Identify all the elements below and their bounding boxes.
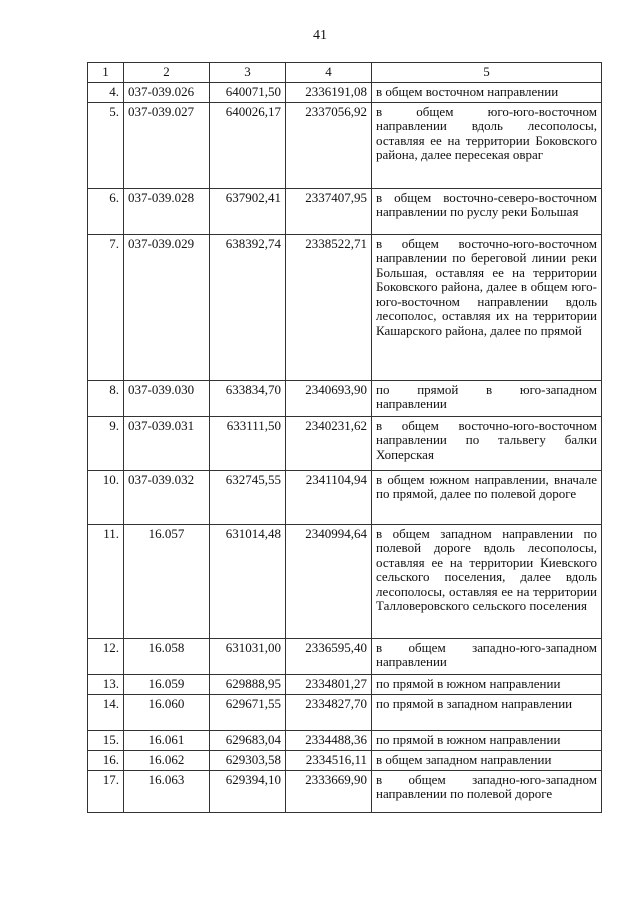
row-number: 6. bbox=[88, 188, 124, 234]
boundary-description: в общем юго-юго-восточном направлении вдоль лесополосы, оставляя ее на территории Боковского района, далее пересекая овраг bbox=[372, 102, 602, 188]
boundary-description: в общем западном направлении по полевой дороге вдоль лесополосы, оставляя ее на территории Киевского сельского поселения, далее вдоль лесополосы, оставляя ее на территории Талловеровского сельского поселения bbox=[372, 524, 602, 638]
y-coordinate: 2340231,62 bbox=[286, 416, 372, 470]
row-number: 17. bbox=[88, 770, 124, 812]
header-col-3: 3 bbox=[210, 63, 286, 83]
x-coordinate: 629394,10 bbox=[210, 770, 286, 812]
row-number: 8. bbox=[88, 380, 124, 416]
table-row bbox=[88, 82, 602, 102]
x-coordinate: 640026,17 bbox=[210, 102, 286, 188]
point-code: 16.057 bbox=[124, 524, 210, 638]
boundary-description: в общем южном направлении, вначале по прямой, далее по полевой дороге bbox=[372, 470, 602, 524]
boundary-description: по прямой в южном направлении bbox=[372, 730, 602, 750]
y-coordinate: 2334801,27 bbox=[286, 674, 372, 694]
x-coordinate: 633111,50 bbox=[210, 416, 286, 470]
table-row bbox=[88, 674, 602, 694]
point-code: 037-039.028 bbox=[124, 188, 210, 234]
table-row bbox=[88, 524, 602, 638]
table-row bbox=[88, 770, 602, 812]
row-number: 13. bbox=[88, 674, 124, 694]
point-code: 16.062 bbox=[124, 750, 210, 770]
row-number: 10. bbox=[88, 470, 124, 524]
table-row bbox=[88, 234, 602, 380]
header-col-4: 4 bbox=[286, 63, 372, 83]
boundary-description: в общем восточно-юго-восточном направлении по тальвегу балки Хоперская bbox=[372, 416, 602, 470]
y-coordinate: 2336191,08 bbox=[286, 82, 372, 102]
table-row bbox=[88, 638, 602, 674]
header-col-5: 5 bbox=[372, 63, 602, 83]
table-row bbox=[88, 188, 602, 234]
x-coordinate: 629888,95 bbox=[210, 674, 286, 694]
y-coordinate: 2334488,36 bbox=[286, 730, 372, 750]
boundary-description: в общем западно-юго-западном направлении по полевой дороге bbox=[372, 770, 602, 812]
point-code: 16.059 bbox=[124, 674, 210, 694]
x-coordinate: 637902,41 bbox=[210, 188, 286, 234]
table-row bbox=[88, 102, 602, 188]
boundary-points-table bbox=[87, 62, 602, 813]
row-number: 14. bbox=[88, 694, 124, 730]
boundary-description: в общем восточном направлении bbox=[372, 82, 602, 102]
point-code: 037-039.032 bbox=[124, 470, 210, 524]
x-coordinate: 640071,50 bbox=[210, 82, 286, 102]
boundary-description: в общем восточно-юго-восточном направлении по береговой линии реки Большая, оставляя ее на территории Боковского района, далее в общем юго-юго-восточном направлении вдоль лесополос, оставляя их на территории Кашарского района, далее по прямой bbox=[372, 234, 602, 380]
row-number: 11. bbox=[88, 524, 124, 638]
row-number: 15. bbox=[88, 730, 124, 750]
y-coordinate: 2340693,90 bbox=[286, 380, 372, 416]
row-number: 5. bbox=[88, 102, 124, 188]
x-coordinate: 629303,58 bbox=[210, 750, 286, 770]
x-coordinate: 633834,70 bbox=[210, 380, 286, 416]
x-coordinate: 629671,55 bbox=[210, 694, 286, 730]
table-row bbox=[88, 750, 602, 770]
row-number: 4. bbox=[88, 82, 124, 102]
table-row bbox=[88, 730, 602, 750]
point-code: 16.063 bbox=[124, 770, 210, 812]
table-header-row bbox=[88, 63, 602, 83]
point-code: 037-039.031 bbox=[124, 416, 210, 470]
y-coordinate: 2333669,90 bbox=[286, 770, 372, 812]
boundary-description: по прямой в юго-западном направлении bbox=[372, 380, 602, 416]
boundary-description: в общем западно-юго-западном направлении bbox=[372, 638, 602, 674]
x-coordinate: 631014,48 bbox=[210, 524, 286, 638]
x-coordinate: 631031,00 bbox=[210, 638, 286, 674]
x-coordinate: 629683,04 bbox=[210, 730, 286, 750]
boundary-description: в общем западном направлении bbox=[372, 750, 602, 770]
point-code: 037-039.027 bbox=[124, 102, 210, 188]
point-code: 16.060 bbox=[124, 694, 210, 730]
boundary-description: по прямой в западном направлении bbox=[372, 694, 602, 730]
header-col-2: 2 bbox=[124, 63, 210, 83]
page-number: 41 bbox=[313, 28, 327, 43]
point-code: 16.058 bbox=[124, 638, 210, 674]
header-col-1: 1 bbox=[88, 63, 124, 83]
y-coordinate: 2338522,71 bbox=[286, 234, 372, 380]
boundary-description: по прямой в южном направлении bbox=[372, 674, 602, 694]
x-coordinate: 632745,55 bbox=[210, 470, 286, 524]
y-coordinate: 2334516,11 bbox=[286, 750, 372, 770]
y-coordinate: 2337056,92 bbox=[286, 102, 372, 188]
point-code: 037-039.026 bbox=[124, 82, 210, 102]
y-coordinate: 2337407,95 bbox=[286, 188, 372, 234]
y-coordinate: 2334827,70 bbox=[286, 694, 372, 730]
x-coordinate: 638392,74 bbox=[210, 234, 286, 380]
y-coordinate: 2340994,64 bbox=[286, 524, 372, 638]
row-number: 7. bbox=[88, 234, 124, 380]
point-code: 037-039.029 bbox=[124, 234, 210, 380]
point-code: 16.061 bbox=[124, 730, 210, 750]
table-row bbox=[88, 380, 602, 416]
y-coordinate: 2341104,94 bbox=[286, 470, 372, 524]
table-row bbox=[88, 694, 602, 730]
boundary-description: в общем восточно-северо-восточном направлении по руслу реки Большая bbox=[372, 188, 602, 234]
y-coordinate: 2336595,40 bbox=[286, 638, 372, 674]
row-number: 9. bbox=[88, 416, 124, 470]
row-number: 12. bbox=[88, 638, 124, 674]
row-number: 16. bbox=[88, 750, 124, 770]
table-row bbox=[88, 470, 602, 524]
table-row bbox=[88, 416, 602, 470]
point-code: 037-039.030 bbox=[124, 380, 210, 416]
